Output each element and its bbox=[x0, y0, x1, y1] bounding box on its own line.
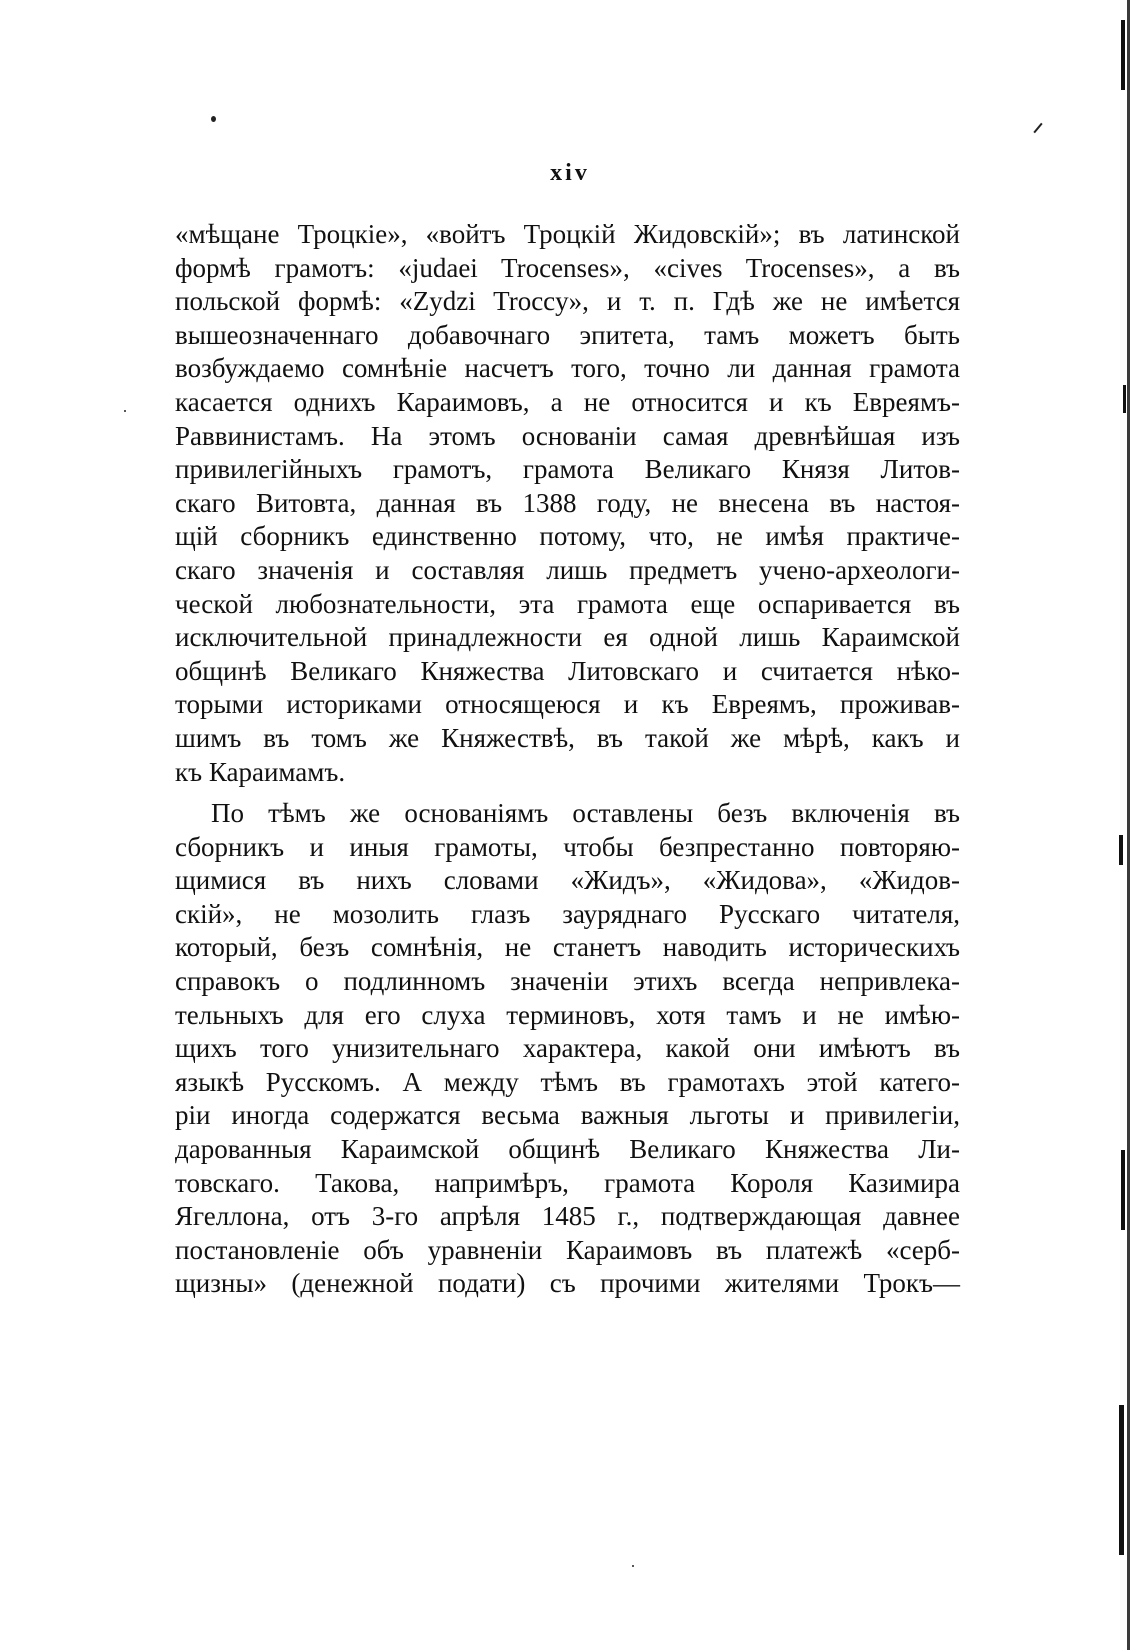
text-line: формѣ грамотъ: «judaei Trocenses», «cives Trocenses», а въ bbox=[175, 252, 960, 283]
text-line: щій сборникъ единственно потому, что, не имѣя практиче- bbox=[175, 521, 960, 552]
page-edge-mark bbox=[1119, 835, 1123, 865]
paragraph-1 bbox=[175, 218, 960, 789]
text-line: Ягеллона, отъ 3-го апрѣля 1485 г., подтверждающая давнее bbox=[175, 1201, 960, 1232]
text-line: который, безъ сомнѣнія, не станетъ наводить историческихъ bbox=[175, 932, 960, 963]
text-line: сборникъ и иныя грамоты, чтобы безпрестанно повторяю- bbox=[175, 831, 960, 862]
page-number: xiv bbox=[550, 160, 590, 186]
text-line: къ Караимамъ. bbox=[175, 756, 346, 787]
paragraph-2 bbox=[175, 797, 960, 1301]
text-line: шимъ въ томъ же Княжествѣ, въ такой же мѣрѣ, какъ и bbox=[175, 722, 960, 753]
paragraph-gap bbox=[175, 789, 960, 797]
text-line: По тѣмъ же основаніямъ оставлены безъ включенія въ bbox=[211, 798, 960, 829]
page-edge-mark bbox=[1123, 385, 1126, 413]
ink-dot bbox=[632, 1565, 634, 1567]
page-edge-mark bbox=[1119, 1405, 1124, 1555]
text-line: скаго значенія и составляя лишь предметъ учено-археологи- bbox=[175, 554, 960, 585]
text-line: скій», не мозолить глазъ зауряднаго Русскаго читателя, bbox=[175, 898, 960, 929]
text-line: Раввинистамъ. На этомъ основаніи самая древнѣйшая изъ bbox=[175, 420, 960, 451]
text-line: щизны» (денежной подати) съ прочими жителями Трокъ— bbox=[175, 1268, 960, 1299]
text-line: справокъ о подлинномъ значеніи этихъ всегда непривлека- bbox=[175, 966, 960, 997]
text-line: общинѣ Великаго Княжества Литовскаго и считается нѣко- bbox=[175, 655, 960, 686]
text-line: торыми историками относящеюся и къ Евреямъ, проживав- bbox=[175, 689, 960, 720]
ink-dot bbox=[124, 410, 126, 412]
text-line: постановленіе объ уравненіи Караимовъ въ платежѣ «серб- bbox=[175, 1234, 960, 1265]
text-line: польской формѣ: «Zydzi Troccy», и т. п. Гдѣ же не имѣется bbox=[175, 286, 960, 317]
text-line: касается однихъ Караимовъ, а не относится и къ Евреямъ- bbox=[175, 386, 960, 417]
ink-stroke bbox=[1033, 123, 1042, 133]
page-edge-mark bbox=[1121, 20, 1125, 90]
text-line: щихъ того унизительнаго характера, какой они имѣютъ въ bbox=[175, 1033, 960, 1064]
text-line: тельныхъ для его слуха терминовъ, хотя тамъ и не имѣю- bbox=[175, 999, 960, 1030]
text-line: щимися въ нихъ словами «Жидъ», «Жидова», «Жидов- bbox=[175, 865, 960, 896]
text-line: привилегійныхъ грамотъ, грамота Великаго Князя Литов- bbox=[175, 454, 960, 485]
text-line: возбуждаемо сомнѣніе насчетъ того, точно ли данная грамота bbox=[175, 353, 960, 384]
text-line: языкѣ Русскомъ. А между тѣмъ въ грамотахъ этой катего- bbox=[175, 1066, 960, 1097]
text-line: дарованныя Караимской общинѣ Великаго Княжества Ли- bbox=[175, 1134, 960, 1165]
ink-dot bbox=[211, 116, 216, 122]
text-line: скаго Витовта, данная въ 1388 году, не внесена въ настоя- bbox=[175, 487, 960, 518]
page-edge bbox=[1127, 0, 1130, 1650]
text-line: товскаго. Такова, напримѣръ, грамота Короля Казимира bbox=[175, 1167, 960, 1198]
text-line: ческой любознательности, эта грамота еще оспаривается въ bbox=[175, 588, 960, 619]
page-edge-mark bbox=[1121, 1150, 1125, 1230]
text-line: ріи иногда содержатся весьма важныя льготы и привилегіи, bbox=[175, 1100, 960, 1131]
text-line: вышеозначеннаго добавочнаго эпитета, тамъ можетъ быть bbox=[175, 319, 960, 350]
text-line: исключительной принадлежности ея одной лишь Караимской bbox=[175, 622, 960, 653]
text-line: «мѣщане Троцкіе», «войтъ Троцкій Жидовскій»; въ латинской bbox=[175, 219, 960, 249]
body-text bbox=[175, 218, 960, 1301]
